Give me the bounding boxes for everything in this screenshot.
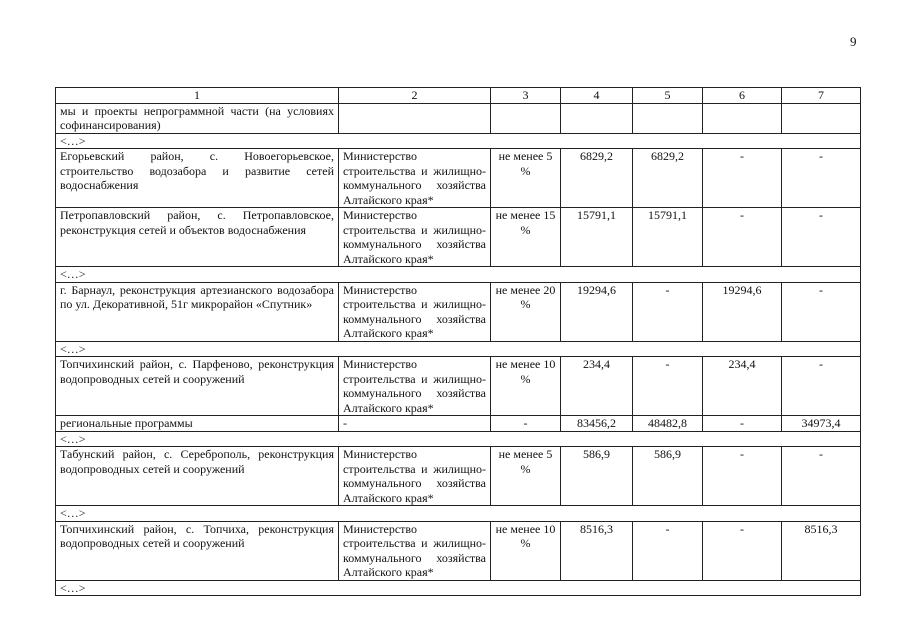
ellipsis-marker: <…> bbox=[56, 506, 861, 522]
value-col4-cell: 234,4 bbox=[561, 357, 633, 416]
value-col5-cell: 6829,2 bbox=[633, 149, 703, 208]
project-name-cell: Топчихинский район, с. Парфеново, реконструкция водопроводных сетей и сооружений bbox=[56, 357, 339, 416]
value-col4-cell: 6829,2 bbox=[561, 149, 633, 208]
table-row bbox=[56, 447, 861, 506]
executor-cell: Министерство строительства и жилищно-коммунального хозяйства Алтайского края* bbox=[339, 521, 491, 580]
value-col6-cell: - bbox=[703, 447, 782, 506]
value-col6-cell: - bbox=[703, 208, 782, 267]
value-col5-cell bbox=[633, 103, 703, 133]
table-row bbox=[56, 282, 861, 341]
table-row-separator bbox=[56, 580, 861, 596]
header-cell-5: 5 bbox=[633, 88, 703, 104]
value-col5-cell: - bbox=[633, 521, 703, 580]
value-col6-cell bbox=[703, 103, 782, 133]
page-number: 9 bbox=[850, 34, 857, 49]
value-col7-cell: - bbox=[782, 208, 861, 267]
value-col7-cell: 8516,3 bbox=[782, 521, 861, 580]
value-col6-cell: 19294,6 bbox=[703, 282, 782, 341]
header-cell-4: 4 bbox=[561, 88, 633, 104]
executor-cell: Министерство строительства и жилищно-коммунального хозяйства Алтайского края* bbox=[339, 357, 491, 416]
ellipsis-marker: <…> bbox=[56, 431, 861, 447]
value-col6-cell: - bbox=[703, 149, 782, 208]
cofinancing-share-cell bbox=[491, 103, 561, 133]
project-name-cell: Топчихинский район, с. Топчиха, реконструкция водопроводных сетей и сооружений bbox=[56, 521, 339, 580]
budget-table bbox=[55, 87, 861, 596]
value-col7-cell: - bbox=[782, 282, 861, 341]
header-cell-2: 2 bbox=[339, 88, 491, 104]
header-cell-6: 6 bbox=[703, 88, 782, 104]
project-name-cell: региональные программы bbox=[56, 416, 339, 432]
value-col6-cell: - bbox=[703, 521, 782, 580]
executor-cell: Министерство строительства и жилищно-коммунального хозяйства Алтайского края* bbox=[339, 282, 491, 341]
executor-cell bbox=[339, 103, 491, 133]
value-col4-cell: 83456,2 bbox=[561, 416, 633, 432]
cofinancing-share-cell: не менее 10 % bbox=[491, 357, 561, 416]
cofinancing-share-cell: не менее 5 % bbox=[491, 447, 561, 506]
cofinancing-share-cell: не менее 10 % bbox=[491, 521, 561, 580]
project-name-cell: Егорьевский район, с. Новоегорьевское, строительство водозабора и развитие сетей водоснабжения bbox=[56, 149, 339, 208]
value-col5-cell: 15791,1 bbox=[633, 208, 703, 267]
value-col5-cell: - bbox=[633, 282, 703, 341]
header-cell-3: 3 bbox=[491, 88, 561, 104]
ellipsis-marker: <…> bbox=[56, 341, 861, 357]
table-body bbox=[56, 103, 861, 596]
value-col6-cell: 234,4 bbox=[703, 357, 782, 416]
ellipsis-marker: <…> bbox=[56, 267, 861, 283]
header-cell-1: 1 bbox=[56, 88, 339, 104]
table-row bbox=[56, 149, 861, 208]
table-row bbox=[56, 521, 861, 580]
value-col5-cell: 586,9 bbox=[633, 447, 703, 506]
value-col7-cell: - bbox=[782, 447, 861, 506]
value-col5-cell: - bbox=[633, 357, 703, 416]
value-col4-cell: 8516,3 bbox=[561, 521, 633, 580]
value-col7-cell: 34973,4 bbox=[782, 416, 861, 432]
value-col6-cell: - bbox=[703, 416, 782, 432]
table-row-separator bbox=[56, 431, 861, 447]
value-col4-cell: 15791,1 bbox=[561, 208, 633, 267]
executor-cell: Министерство строительства и жилищно-коммунального хозяйства Алтайского края* bbox=[339, 447, 491, 506]
table-row bbox=[56, 103, 861, 133]
project-name-cell: Табунский район, с. Сереброполь, реконструкция водопроводных сетей и сооружений bbox=[56, 447, 339, 506]
value-col7-cell bbox=[782, 103, 861, 133]
executor-cell: Министерство строительства и жилищно-коммунального хозяйства Алтайского края* bbox=[339, 208, 491, 267]
cofinancing-share-cell: - bbox=[491, 416, 561, 432]
table-row bbox=[56, 208, 861, 267]
cofinancing-share-cell: не менее 5 % bbox=[491, 149, 561, 208]
executor-cell: Министерство строительства и жилищно-коммунального хозяйства Алтайского края* bbox=[339, 149, 491, 208]
value-col7-cell: - bbox=[782, 149, 861, 208]
value-col5-cell: 48482,8 bbox=[633, 416, 703, 432]
header-cell-7: 7 bbox=[782, 88, 861, 104]
value-col7-cell: - bbox=[782, 357, 861, 416]
cofinancing-share-cell: не менее 20 % bbox=[491, 282, 561, 341]
ellipsis-marker: <…> bbox=[56, 580, 861, 596]
table-row-separator bbox=[56, 506, 861, 522]
value-col4-cell bbox=[561, 103, 633, 133]
table-row bbox=[56, 357, 861, 416]
table-row-separator bbox=[56, 341, 861, 357]
table-row bbox=[56, 416, 861, 432]
project-name-cell: Петропавловский район, с. Петропавловское, реконструкция сетей и объектов водоснабжения bbox=[56, 208, 339, 267]
value-col4-cell: 586,9 bbox=[561, 447, 633, 506]
cofinancing-share-cell: не менее 15 % bbox=[491, 208, 561, 267]
project-name-cell: г. Барнаул, реконструкция артезианского водозабора по ул. Декоративной, 51г микрорайон «Спутник» bbox=[56, 282, 339, 341]
project-name-cell: мы и проекты непрограммной части (на условиях софинансирования) bbox=[56, 103, 339, 133]
table-row-separator bbox=[56, 267, 861, 283]
header-row bbox=[56, 88, 861, 104]
value-col4-cell: 19294,6 bbox=[561, 282, 633, 341]
executor-cell: - bbox=[339, 416, 491, 432]
table-row-separator bbox=[56, 133, 861, 149]
ellipsis-marker: <…> bbox=[56, 133, 861, 149]
